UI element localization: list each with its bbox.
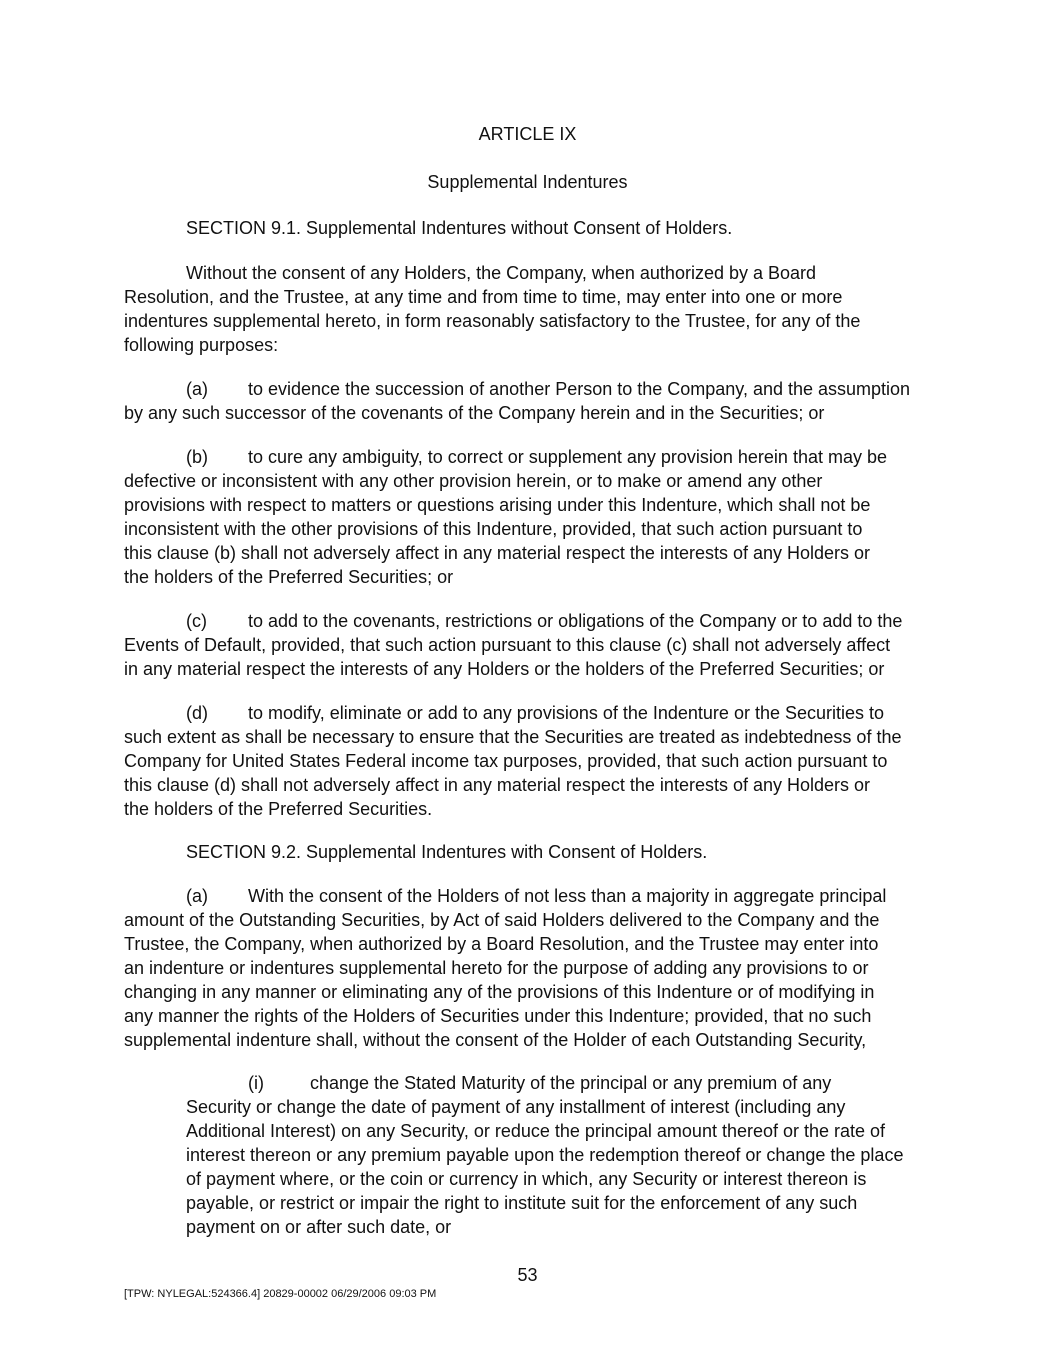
- clause-9-2-a: [124, 884, 944, 1052]
- section-heading: SECTION 9.2. Supplemental Indentures with Consent of Holders.: [186, 842, 708, 862]
- clause-b: [124, 445, 944, 589]
- clause-label: (b): [186, 447, 208, 467]
- clause-d: [124, 701, 944, 821]
- text-line: Resolution, and the Trustee, at any time and from time to time, may enter into one or more: [124, 287, 843, 307]
- text-line: to add to the covenants, restrictions or obligations of the Company or to add to the: [248, 611, 903, 631]
- article-title: ARTICLE IX: [478, 124, 577, 144]
- text-line: the holders of the Preferred Securities; or: [124, 567, 454, 587]
- text-line: to cure any ambiguity, to correct or supplement any provision herein that may be: [248, 447, 887, 467]
- document-footer: [TPW: NYLEGAL:524366.4] 20829-00002 06/29/2006 09:03 PM: [124, 1288, 437, 1300]
- text-line: Additional Interest) on any Security, or reduce the principal amount thereof or the rate of: [186, 1121, 886, 1141]
- text-line: by any such successor of the covenants of the Company herein and in the Securities; or: [124, 403, 825, 423]
- text-line: this clause (d) shall not adversely affect in any material respect the interests of any Holders or: [124, 775, 871, 795]
- text-line: such extent as shall be necessary to ensure that the Securities are treated as indebtedness of the: [124, 727, 902, 747]
- text-line: provisions with respect to matters or questions arising under this Indenture, which shall not be: [124, 495, 871, 515]
- text-line: payable, or restrict or impair the right to institute suit for the enforcement of any such: [186, 1193, 858, 1213]
- text-line: With the consent of the Holders of not less than a majority in aggregate principal: [248, 886, 887, 906]
- clause-label: (d): [186, 703, 208, 723]
- clause-first-line: [124, 884, 944, 908]
- text-line: this clause (b) shall not adversely affect in any material respect the interests of any Holders or: [124, 543, 871, 563]
- section-9-1-intro: [124, 261, 944, 357]
- clause-first-line: [186, 1071, 946, 1095]
- text-line: indentures supplemental hereto, in form reasonably satisfactory to the Trustee, for any of the: [124, 311, 861, 331]
- clause-c: [124, 609, 944, 681]
- text-line: defective or inconsistent with any other provision herein, or to make or amend any other: [124, 471, 823, 491]
- clause-first-line: [124, 377, 944, 401]
- section-heading: SECTION 9.1. Supplemental Indentures without Consent of Holders.: [186, 218, 733, 238]
- text-line: payment on or after such date, or: [186, 1217, 452, 1237]
- text-line: Company for United States Federal income tax purposes, provided, that such action pursuant to: [124, 751, 888, 771]
- text-line: following purposes:: [124, 335, 279, 355]
- clause-label: (i): [248, 1073, 264, 1093]
- text-line: to evidence the succession of another Person to the Company, and the assumption: [248, 379, 911, 399]
- text-line: Events of Default, provided, that such action pursuant to this clause (c) shall not adversely affect: [124, 635, 891, 655]
- text-line: Trustee, the Company, when authorized by a Board Resolution, and the Trustee may enter into: [124, 934, 879, 954]
- clause-first-line: [124, 609, 944, 633]
- section-9-1-heading: [124, 216, 944, 240]
- section-9-2-heading: [124, 840, 944, 864]
- clause-first-line: [124, 701, 944, 725]
- text-line: in any material respect the interests of any Holders or the holders of the Preferred Securities; or: [124, 659, 885, 679]
- page-number: 53: [517, 1265, 538, 1285]
- article-subtitle: Supplemental Indentures: [427, 172, 628, 192]
- clause-label: (c): [186, 611, 207, 631]
- text-line: supplemental indenture shall, without the consent of the Holder of each Outstanding Security,: [124, 1030, 867, 1050]
- text-line: to modify, eliminate or add to any provisions of the Indenture or the Securities to: [248, 703, 885, 723]
- subclause-i: [186, 1071, 946, 1239]
- text-line: any manner the rights of the Holders of Securities under this Indenture; provided, that no such: [124, 1006, 872, 1026]
- text-line: Without the consent of any Holders, the Company, when authorized by a Board: [186, 263, 817, 283]
- clause-a: [124, 377, 944, 425]
- text-line: amount of the Outstanding Securities, by Act of said Holders delivered to the Company and the: [124, 910, 880, 930]
- text-line: the holders of the Preferred Securities.: [124, 799, 433, 819]
- text-line: change the Stated Maturity of the principal or any premium of any: [310, 1073, 832, 1093]
- clause-label: (a): [186, 379, 208, 399]
- text-line: inconsistent with the other provisions of this Indenture, provided, that such action pursuant to: [124, 519, 863, 539]
- text-line: Security or change the date of payment of any installment of interest (including any: [186, 1097, 846, 1117]
- text-line: an indenture or indentures supplemental hereto for the purpose of adding any provisions to or: [124, 958, 869, 978]
- text-line: of payment where, or the coin or currency in which, any Security or interest thereon is: [186, 1169, 867, 1189]
- text-line: changing in any manner or eliminating any of the provisions of this Indenture or of modifying in: [124, 982, 875, 1002]
- clause-label: (a): [186, 886, 208, 906]
- text-line: interest thereon or any premium payable upon the redemption thereof or change the place: [186, 1145, 904, 1165]
- clause-first-line: [124, 445, 944, 469]
